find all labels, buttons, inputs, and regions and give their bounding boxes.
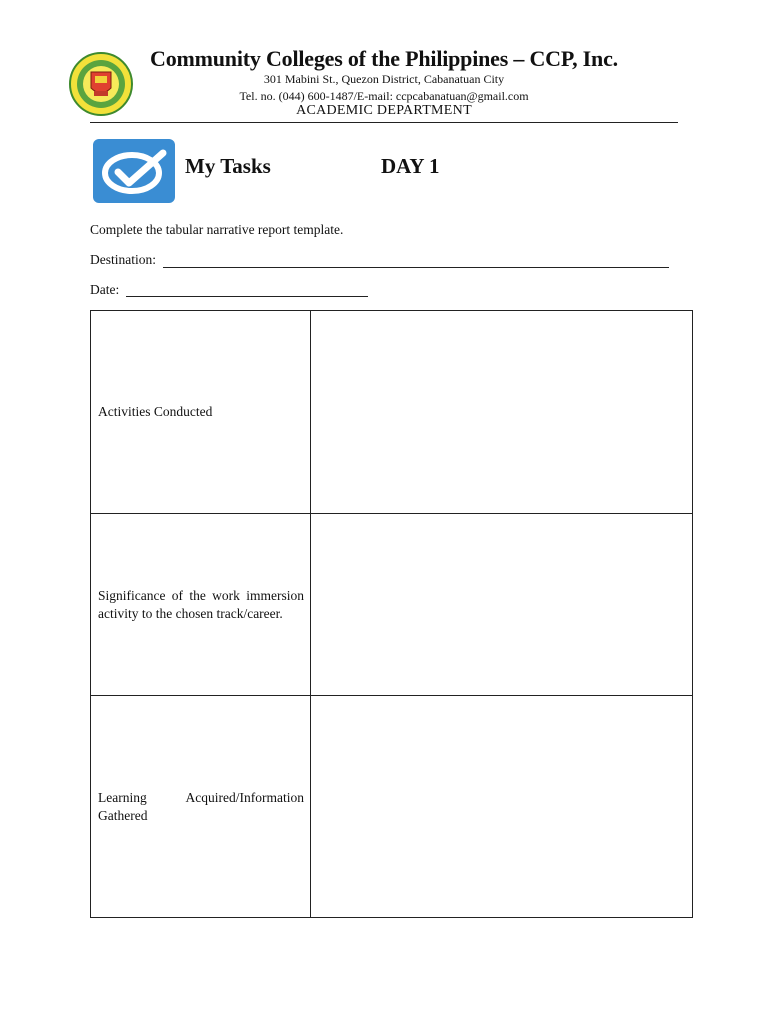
table-row [91, 696, 693, 918]
narrative-report-table [90, 310, 693, 918]
learning-acquired-label: Learning Acquired/Information Gathered [91, 696, 311, 918]
header-divider [90, 122, 678, 123]
day-label: DAY 1 [381, 154, 440, 178]
instruction-text: Complete the tabular narrative report template. [90, 222, 344, 237]
significance-field[interactable] [311, 514, 693, 696]
table-row [91, 514, 693, 696]
activities-conducted-label: Activities Conducted [91, 311, 311, 514]
school-name: Community Colleges of the Philippines – CCP, Inc. [150, 46, 618, 71]
table-row [91, 311, 693, 514]
date-label: Date: [90, 282, 120, 297]
activities-conducted-field[interactable] [311, 311, 693, 514]
date-field[interactable] [126, 296, 368, 297]
page-title: My Tasks [185, 154, 271, 178]
department-name: ACADEMIC DEPARTMENT [296, 103, 472, 118]
learning-acquired-field[interactable] [311, 696, 693, 918]
significance-label: Significance of the work immersion activity to the chosen track/career. [91, 514, 311, 696]
school-contact: Tel. no. (044) 600-1487/E-mail: ccpcabanatuan@gmail.com [239, 89, 529, 103]
destination-label: Destination: [90, 252, 156, 267]
destination-field[interactable] [163, 267, 669, 268]
checkmark-badge-icon [93, 139, 175, 203]
school-address: 301 Mabini St., Quezon District, Cabanatuan City [263, 72, 505, 86]
